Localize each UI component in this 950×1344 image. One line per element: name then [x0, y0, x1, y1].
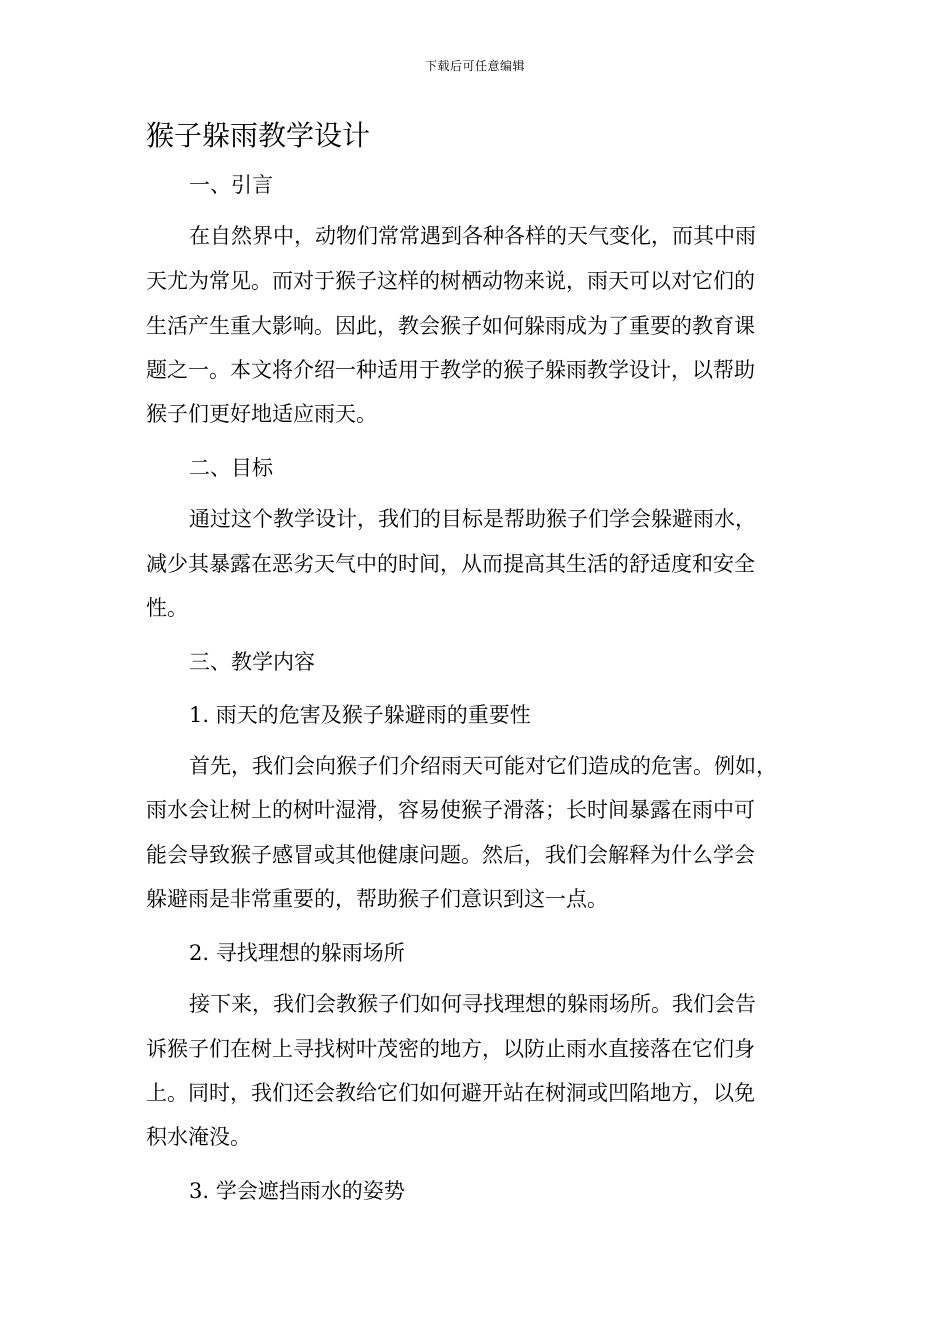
subsection-heading-3: 3. 学会遮挡雨水的姿势 — [189, 1179, 405, 1203]
paragraph-line: 诉猴子们在树上寻找树叶茂密的地方，以防止雨水直接落在它们身 — [146, 1037, 755, 1061]
paragraph-line: 躲避雨是非常重要的，帮助猴子们意识到这一点。 — [146, 887, 608, 911]
subsection-heading-2: 2. 寻找理想的躲雨场所 — [189, 941, 405, 965]
paragraph-line: 性。 — [146, 596, 188, 620]
paragraph-line: 题之一。本文将介绍一种适用于教学的猴子躲雨教学设计，以帮助 — [146, 358, 755, 382]
section-heading-content: 三、教学内容 — [189, 650, 315, 674]
section-heading-introduction: 一、引言 — [189, 173, 273, 197]
paragraph-line: 通过这个教学设计，我们的目标是帮助猴子们学会躲避雨水， — [189, 507, 756, 531]
paragraph-line: 雨水会让树上的树叶湿滑，容易使猴子滑落；长时间暴露在雨中可 — [146, 798, 755, 822]
paragraph-line: 猴子们更好地适应雨天。 — [146, 402, 377, 426]
paragraph-line: 上。同时，我们还会教给它们如何避开站在树洞或凹陷地方，以免 — [146, 1081, 755, 1105]
paragraph-line: 能会导致猴子感冒或其他健康问题。然后，我们会解释为什么学会 — [146, 843, 755, 867]
subsection-heading-1: 1. 雨天的危害及猴子躲避雨的重要性 — [189, 703, 531, 727]
paragraph-line: 接下来，我们会教猴子们如何寻找理想的躲雨场所。我们会告 — [189, 992, 756, 1016]
paragraph-line: 积水淹没。 — [146, 1125, 251, 1149]
section-heading-goals: 二、目标 — [189, 456, 273, 480]
paragraph-line: 在自然界中，动物们常常遇到各种各样的天气变化，而其中雨 — [189, 224, 756, 248]
paragraph-line: 减少其暴露在恶劣天气中的时间，从而提高其生活的舒适度和安全 — [146, 552, 755, 576]
page-header: 下载后可任意编辑 — [424, 59, 525, 73]
paragraph-line: 生活产生重大影响。因此，教会猴子如何躲雨成为了重要的教育课 — [146, 314, 755, 338]
paragraph-line: 首先，我们会向猴子们介绍雨天可能对它们造成的危害。例如， — [189, 754, 777, 778]
document-title: 猴子躲雨教学设计 — [146, 119, 371, 152]
paragraph-line: 天尤为常见。而对于猴子这样的树栖动物来说，雨天可以对它们的 — [146, 269, 755, 293]
